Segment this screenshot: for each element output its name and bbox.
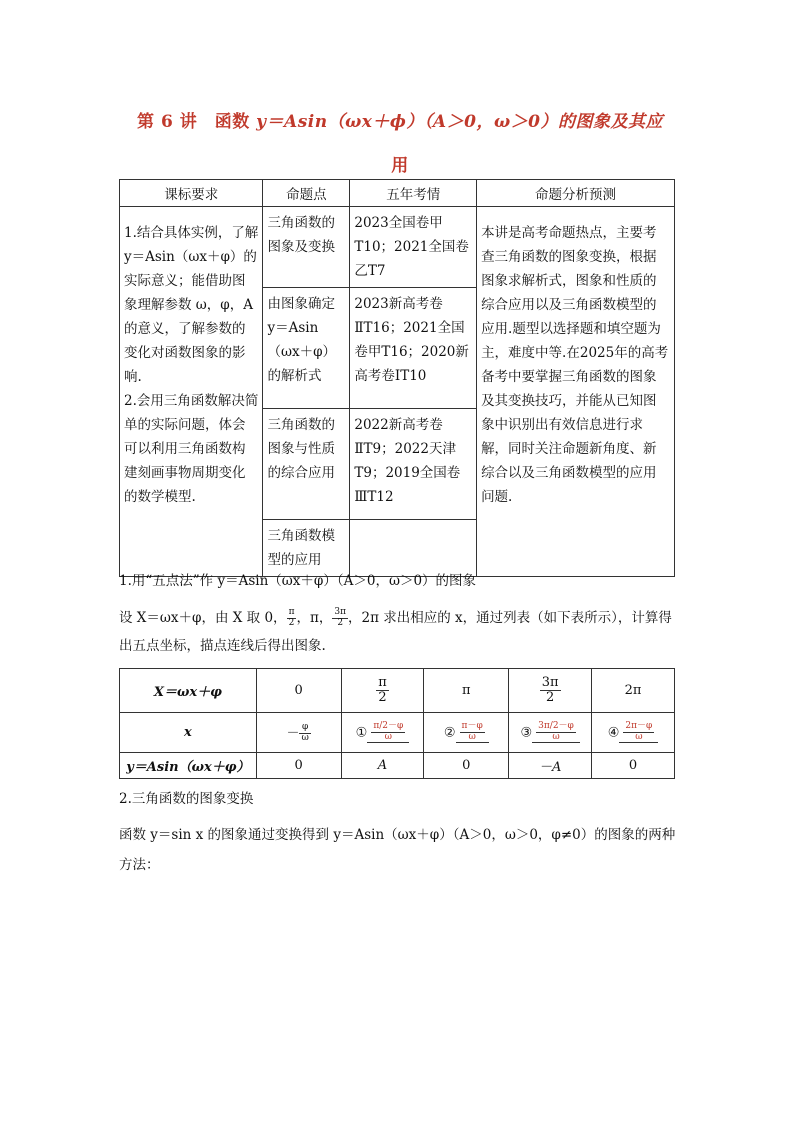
- header-exams: 五年考情: [350, 180, 477, 207]
- point-exams-1: 2023全国卷甲T10；2021全国卷乙T7: [350, 207, 477, 288]
- cell-X-0: 0: [256, 669, 341, 713]
- cell-x-2: ② $\frac{\pi-\varphi}{\omega}$: [424, 713, 509, 753]
- cell-X-2: π: [424, 669, 509, 713]
- row-label-X: X＝ωx＋φ: [120, 669, 257, 713]
- point-exams-2: 2023新高考卷ⅡT16；2021全国卷甲T16；2020新高考卷ⅠT10: [350, 288, 477, 409]
- cell-y-4: 0: [592, 753, 675, 779]
- section2-heading: 2.三角函数的图象变换: [119, 791, 254, 807]
- analysis-text: 本讲是高考命题热点，主要考查三角函数的图象变换，根据图象求解析式，图象和性质的综合应用以及三角函数模型的应用.题型以选择题和填空题为主，难度中等.在2025年的高考备考中要掌握三角函数的图象及其变换技巧，并能从已知图象中识别出有效信息进行求解，同时关注命题新角度、新综合以及三角函数模型的应用问题.: [481, 225, 669, 505]
- section2-line1: 函数 y＝sin x 的图象通过变换得到 y＝Asin（ωx＋φ）（A＞0，ω＞0，φ≠0）的图象的两种: [119, 827, 676, 843]
- point-name-3: 三角函数的图象与性质的综合应用: [263, 409, 350, 520]
- title-middle: （A＞0，ω＞0）的图象及其应: [423, 112, 663, 132]
- fraction-pi-over-2: $\frac{\pi}{2}$: [288, 607, 295, 628]
- row-label-y: y＝Asin（ωx＋φ）: [120, 753, 257, 779]
- title-prefix: 第 6 讲 函数: [137, 112, 257, 132]
- para-text-c: 出五点坐标，描点连线后得出图象.: [119, 638, 326, 654]
- cell-X-3: $\frac{3\pi}{2}$: [509, 669, 592, 713]
- cell-x-0: － $\frac{\varphi}{\omega}$: [256, 713, 341, 753]
- point-name-4: 三角函数模型的应用: [263, 520, 350, 577]
- header-requirements: 课标要求: [120, 180, 263, 207]
- section2-paragraph: [119, 820, 679, 880]
- cell-x-3: ③ $\frac{3\pi/2-\varphi}{\omega}$: [509, 713, 592, 753]
- para-text-a: 设 X＝ωx＋φ，由 X 取 0，: [119, 610, 287, 626]
- cell-x-4: ④ $\frac{2\pi-\varphi}{\omega}$: [592, 713, 675, 753]
- page-title: [120, 100, 680, 188]
- section1-heading: 1.用“五点法”作 y＝Asin（ωx＋φ）（A＞0，ω＞0）的图象: [119, 573, 477, 589]
- point-name-2: 由图象确定 y＝Asin（ωx＋φ）的解析式: [263, 288, 350, 409]
- section1-paragraph: [119, 604, 679, 660]
- section2-line2: 方法：: [119, 857, 160, 873]
- cell-y-3: －A: [509, 753, 592, 779]
- curriculum-table: [119, 179, 675, 577]
- cell-y-1: A: [341, 753, 424, 779]
- cell-y-2: 0: [424, 753, 509, 779]
- five-point-table: [119, 668, 675, 779]
- para-sep: ，π，: [296, 610, 333, 626]
- requirements-cell: [120, 207, 263, 577]
- requirements-text: 1.结合具体实例，了解 y＝Asin（ωx＋φ）的实际意义；能借助图象理解参数 ω，φ，A 的意义，了解参数的变化对函数图象的影响. 2.会用三角函数解决简单的实际问题，体会可以利用三角函数构建刻画事物周期变化的数学模型.: [124, 225, 259, 505]
- cell-X-4: 2π: [592, 669, 675, 713]
- title-suffix: 用: [391, 156, 409, 176]
- para-text-b: ，2π 求出相应的 x，通过列表（如下表所示），计算得: [348, 610, 672, 626]
- cell-y-0: 0: [256, 753, 341, 779]
- fraction-3pi-over-2: $\frac{3\pi}{2}$: [334, 607, 347, 628]
- point-name-1: 三角函数的图象及变换: [263, 207, 350, 288]
- analysis-cell: [477, 207, 675, 577]
- cell-x-1: ① $\frac{\pi/2-\varphi}{\omega}$: [341, 713, 424, 753]
- header-analysis: 命题分析预测: [477, 180, 675, 207]
- cell-X-1: $\frac{\pi}{2}$: [341, 669, 424, 713]
- point-exams-3: 2022新高考卷ⅡT9；2022天津T9；2019全国卷ⅢT12: [350, 409, 477, 520]
- point-exams-4: [350, 520, 477, 577]
- row-label-x: x: [120, 713, 257, 753]
- header-points: 命题点: [263, 180, 350, 207]
- title-formula: y＝Asin（ωx＋ϕ）: [256, 112, 424, 132]
